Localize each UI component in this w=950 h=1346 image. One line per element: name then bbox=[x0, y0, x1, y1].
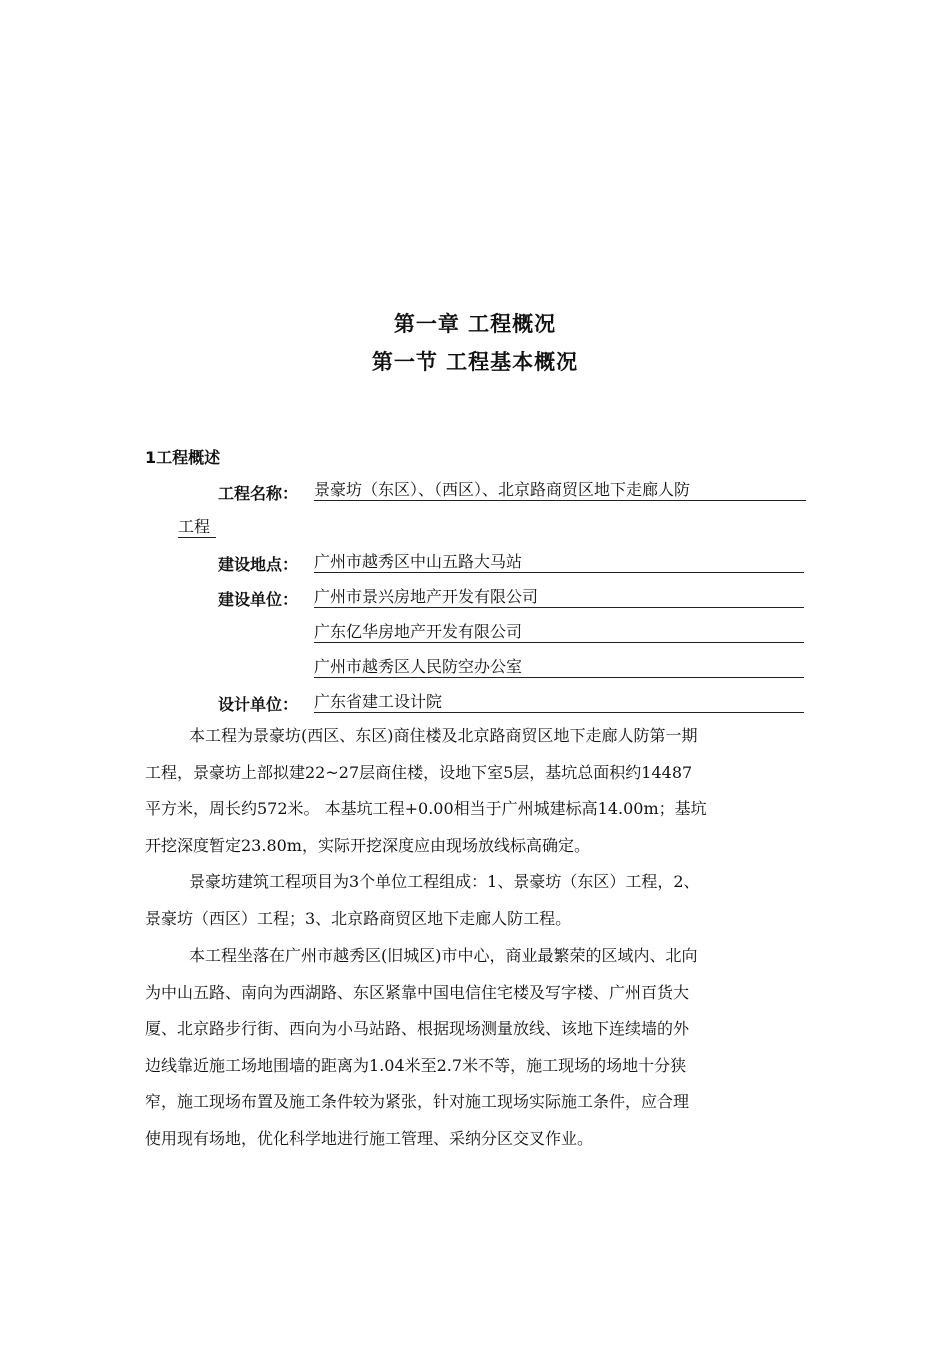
paragraph-line: 为中山五路、南向为西湖路、东区紧靠中国电信住宅楼及写字楼、广州百货大 bbox=[145, 982, 690, 1002]
paragraph-3 bbox=[145, 938, 807, 1157]
paragraph-line: 工程，景豪坊上部拟建22~27层商住楼，设地下室5层，基坑总面积约14487 bbox=[145, 762, 693, 782]
project-name-value-line2: 工程 bbox=[178, 517, 216, 538]
paragraph-line: 使用现有场地，优化科学地进行施工管理、采纳分区交叉作业。 bbox=[145, 1128, 594, 1148]
paragraph-line: 本工程为景豪坊(西区、东区)商住楼及北京路商贸区地下走廊人防第一期 bbox=[189, 726, 698, 745]
paragraph-2 bbox=[145, 864, 807, 937]
paragraph-line: 开挖深度暂定23.80m，实际开挖深度应由现场放线标高确定。 bbox=[145, 835, 590, 855]
location-row bbox=[218, 552, 298, 575]
builder-value-2: 广东亿华房地产开发有限公司 bbox=[314, 622, 804, 643]
paragraph-line: 景豪坊建筑工程项目为3个单位工程组成：1、景豪坊（东区）工程，2、 bbox=[189, 872, 700, 891]
project-name-value-line1: 景豪坊（东区）、（西区）、北京路商贸区地下走廊人防 bbox=[314, 480, 806, 501]
design-row bbox=[218, 692, 298, 715]
subsection-heading: 1工程概述 bbox=[145, 448, 221, 467]
project-name-label: 工程名称： bbox=[218, 484, 299, 503]
builder-row bbox=[218, 587, 298, 610]
location-value: 广州市越秀区中山五路大马站 bbox=[314, 552, 804, 573]
builder-value-3: 广州市越秀区人民防空办公室 bbox=[314, 657, 804, 678]
design-value: 广东省建工设计院 bbox=[314, 692, 804, 713]
chapter-title: 第一章 工程概况 bbox=[393, 312, 557, 336]
paragraph-1 bbox=[145, 718, 807, 864]
location-label: 建设地点： bbox=[218, 555, 299, 574]
paragraph-line: 景豪坊（西区）工程；3、北京路商贸区地下走廊人防工程。 bbox=[145, 908, 572, 928]
paragraph-line: 边线靠近施工场地围墙的距离为1.04米至2.7米不等，施工现场的场地十分狭 bbox=[145, 1055, 687, 1075]
section-title: 第一节 工程基本概况 bbox=[371, 350, 579, 374]
design-label: 设计单位： bbox=[218, 695, 299, 714]
paragraph-line: 平方米，周长约572米。 本基坑工程+0.00相当于广州城建标高14.00m；基坑 bbox=[145, 799, 707, 818]
builder-label: 建设单位： bbox=[218, 590, 299, 609]
paragraph-line: 厦、北京路步行街、西向为小马站路、根据现场测量放线、该地下连续墙的外 bbox=[145, 1019, 690, 1038]
paragraph-line: 窄，施工现场布置及施工条件较为紧张，针对施工现场实际施工条件，应合理 bbox=[145, 1092, 690, 1111]
paragraph-line: 本工程坐落在广州市越秀区(旧城区)市中心，商业最繁荣的区域内、北向 bbox=[189, 946, 698, 965]
project-name-row bbox=[218, 481, 298, 504]
builder-value-1: 广州市景兴房地产开发有限公司 bbox=[314, 587, 804, 608]
